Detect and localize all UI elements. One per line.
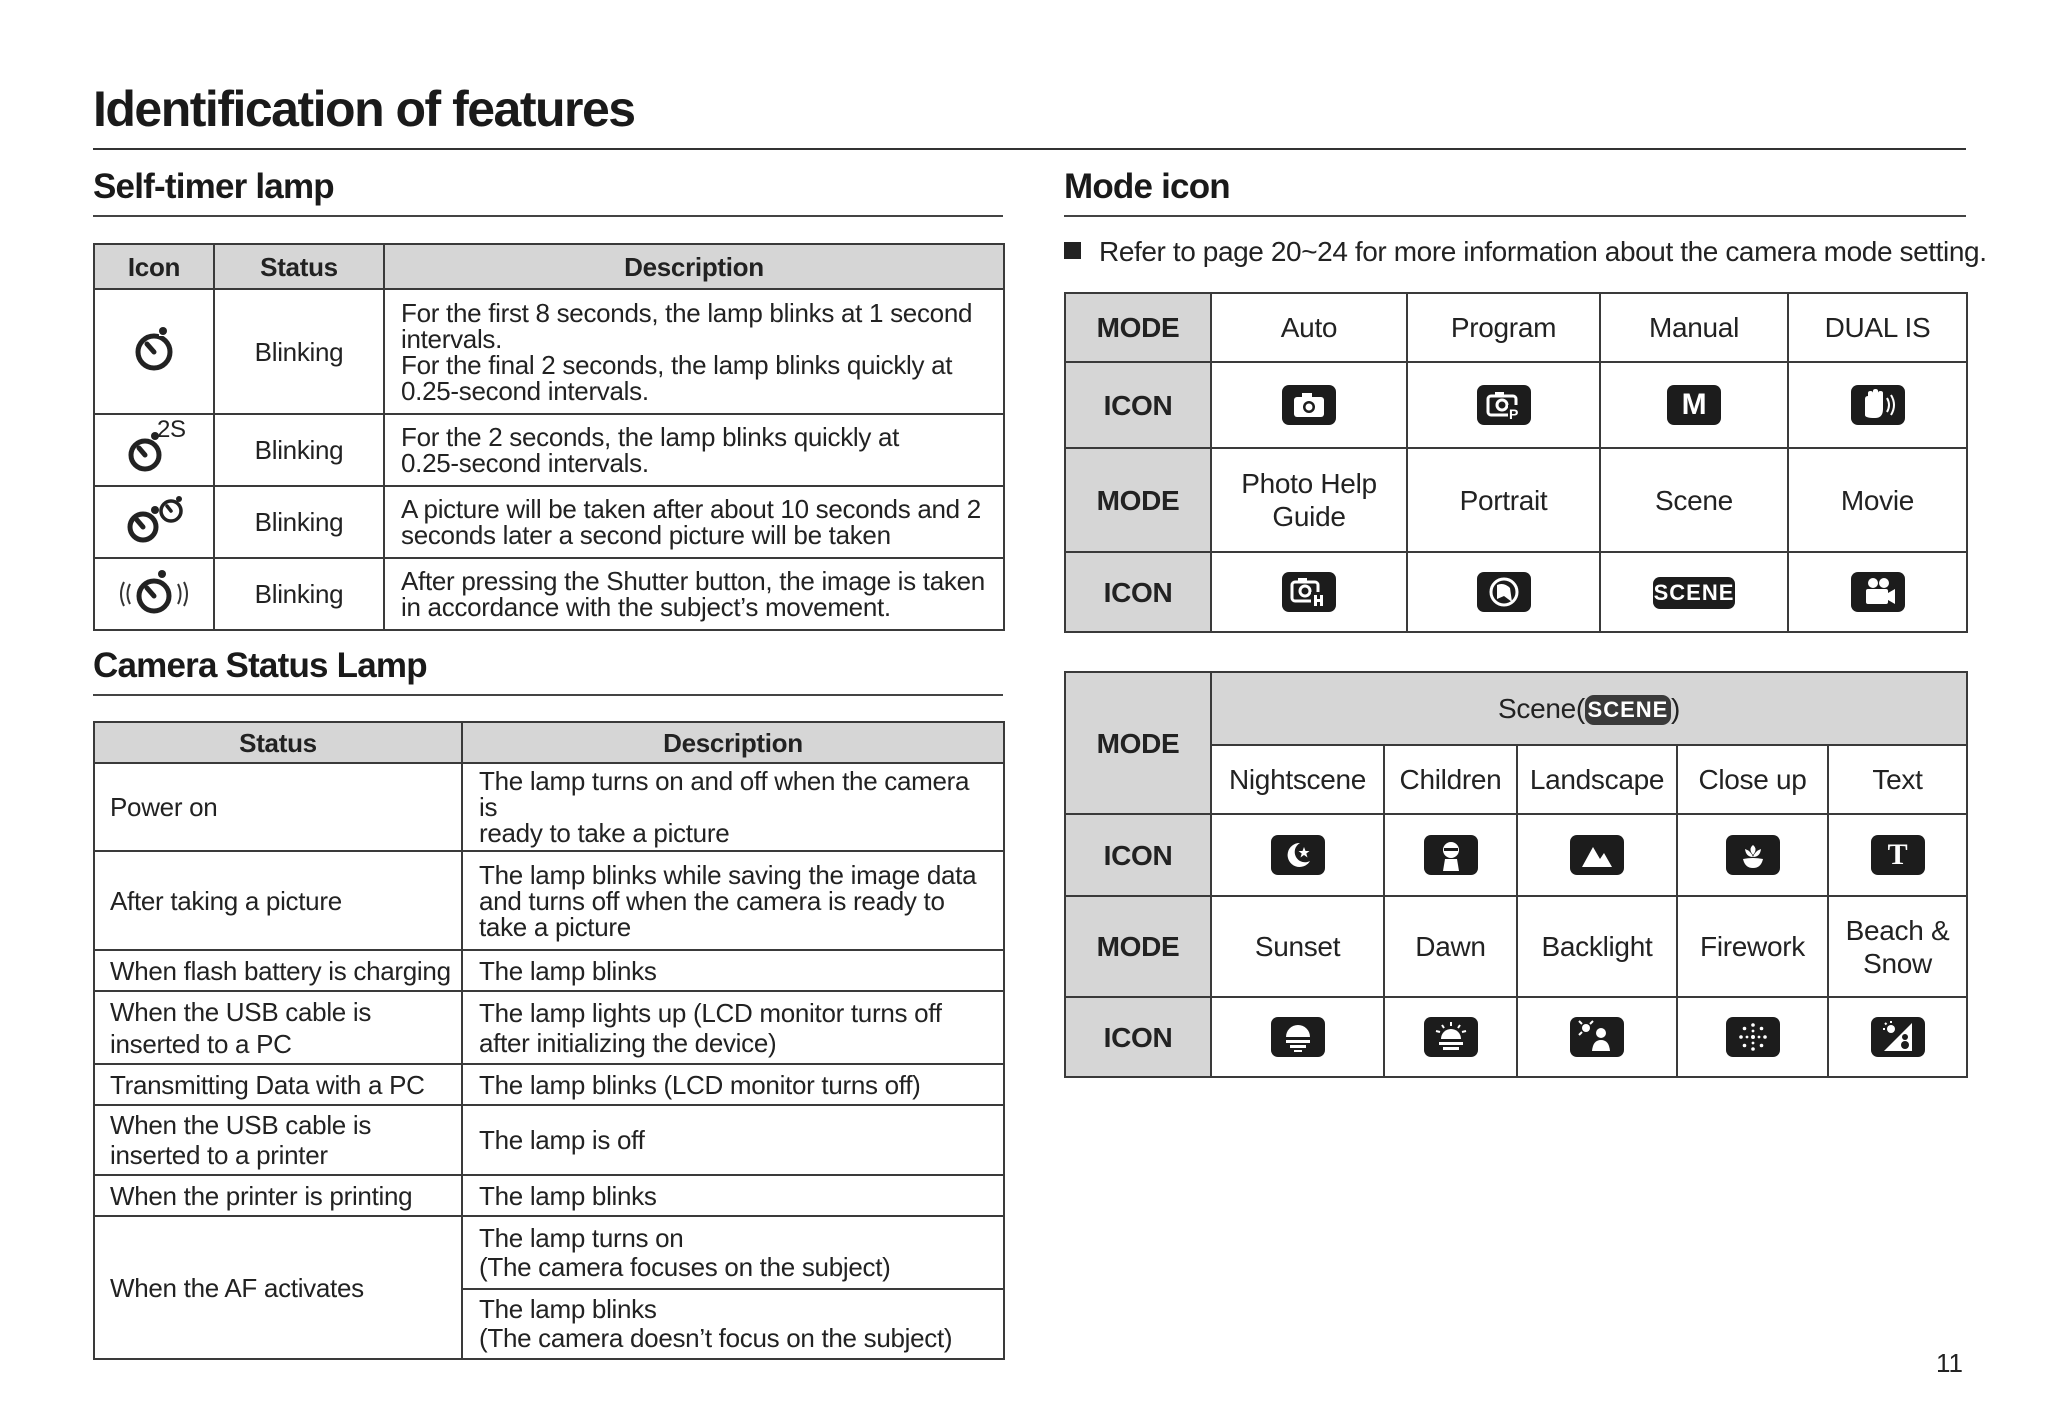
- mode-name: Text: [1828, 745, 1967, 814]
- icon-cell: [1517, 814, 1677, 896]
- description-line: 0.25-second intervals.: [401, 448, 649, 478]
- col-header-icon: Icon: [94, 244, 214, 289]
- description-line: The lamp blinks: [479, 955, 657, 986]
- mode-name: Program: [1407, 293, 1600, 362]
- self-timer-2s-label: 2S: [157, 416, 186, 443]
- title-rule: [93, 148, 1966, 150]
- mode-name: Children: [1384, 745, 1517, 814]
- mode-note-text: Refer to page 20~24 for more information about the camera mode setting.: [1099, 236, 1987, 267]
- description-cell: [462, 1064, 1004, 1105]
- page-number: 11: [1936, 1348, 1963, 1378]
- table-row: [94, 486, 1004, 558]
- table-row: [94, 558, 1004, 630]
- beach-snow-icon: [1871, 1017, 1925, 1057]
- status-line: After taking a picture: [110, 885, 342, 916]
- description-line: The lamp blinks: [479, 1294, 657, 1324]
- mode-name-line: Guide: [1272, 501, 1346, 532]
- icon-cell: [1828, 997, 1967, 1077]
- page-title: Identification of features: [93, 81, 635, 137]
- camera-icon: [1282, 385, 1336, 425]
- status-line: inserted to a printer: [110, 1140, 328, 1170]
- icon-row-label: ICON: [1065, 814, 1211, 896]
- icon-cell: [94, 558, 214, 630]
- motion-timer-icon: [114, 568, 194, 620]
- icon-cell: [94, 486, 214, 558]
- col-header-status: Status: [94, 722, 462, 763]
- table-row: [94, 1105, 1004, 1175]
- icon-cell: [1211, 997, 1384, 1077]
- photo-help-guide-icon: [1282, 572, 1336, 612]
- description-line: The lamp blinks: [479, 1180, 657, 1211]
- icon-cell: [94, 414, 214, 486]
- scene-icon: SCENE: [1653, 577, 1735, 609]
- movie-icon: [1851, 572, 1905, 612]
- self-timer-table: [93, 243, 1005, 631]
- description-line: ready to take a picture: [479, 818, 730, 848]
- icon-cell: [1788, 552, 1967, 632]
- program-icon: [1477, 385, 1531, 425]
- status-cell: [94, 1105, 462, 1175]
- status-line: When flash battery is charging: [110, 955, 451, 986]
- status-cell: [94, 851, 462, 950]
- close-up-icon: [1726, 835, 1780, 875]
- mode-name: Manual: [1600, 293, 1788, 362]
- status-cell: [94, 991, 462, 1064]
- status-cell: [94, 763, 462, 851]
- status-cell: Blinking: [214, 558, 384, 630]
- status-cell: [94, 1064, 462, 1105]
- icon-cell: [1384, 814, 1517, 896]
- icon-cell: [1677, 997, 1828, 1077]
- mode-name: Auto: [1211, 293, 1407, 362]
- icon-cell: [1384, 997, 1517, 1077]
- icon-cell: [1677, 814, 1828, 896]
- mode-name: DUAL IS: [1788, 293, 1967, 362]
- description-line: For the 2 seconds, the lamp blinks quickly at: [401, 422, 900, 452]
- col-header-status: Status: [214, 244, 384, 289]
- text-icon: T: [1871, 835, 1925, 875]
- mode-row-label: MODE: [1065, 448, 1211, 552]
- manual-icon: M: [1667, 385, 1721, 425]
- mode-name: Firework: [1677, 896, 1828, 997]
- mode-icon-heading: Mode icon: [1064, 167, 1230, 206]
- mode-name: Scene: [1600, 448, 1788, 552]
- dual-is-icon: [1851, 385, 1905, 425]
- table-row: [94, 991, 1004, 1064]
- table-row: [94, 950, 1004, 991]
- description-cell: [462, 851, 1004, 950]
- status-line: When the USB cable is: [110, 996, 372, 1027]
- table-row: [94, 289, 1004, 414]
- description-line: The lamp is off: [479, 1125, 645, 1155]
- icon-cell: [1211, 552, 1407, 632]
- icon-cell: [1517, 997, 1677, 1077]
- status-line: When the USB cable is: [110, 1110, 372, 1140]
- status-line: When the printer is printing: [110, 1180, 413, 1211]
- mode-name: Portrait: [1407, 448, 1600, 552]
- scene-icon: SCENE: [1585, 695, 1671, 725]
- dawn-icon: [1424, 1017, 1478, 1057]
- portrait-icon: [1477, 572, 1531, 612]
- mode-name: [1211, 448, 1407, 552]
- status-lamp-heading: Camera Status Lamp: [93, 646, 427, 685]
- description-line: take a picture: [479, 911, 631, 942]
- status-cell: [94, 1216, 462, 1359]
- icon-cell: [1788, 362, 1967, 448]
- description-line: in accordance with the subject’s movement.: [401, 592, 891, 622]
- mode-name: Landscape: [1517, 745, 1677, 814]
- description-cell: [384, 558, 1004, 630]
- icon-cell: [1407, 552, 1600, 632]
- description-line: 0.25-second intervals.: [401, 375, 649, 406]
- mode-name-line: Photo Help: [1241, 468, 1377, 499]
- table-row: [94, 851, 1004, 950]
- mode-name: Nightscene: [1211, 745, 1384, 814]
- mode-icon-rule: [1064, 215, 1966, 217]
- description-cell: [462, 991, 1004, 1064]
- firework-icon: [1726, 1017, 1780, 1057]
- scene-header: [1211, 672, 1967, 745]
- description-line: For the first 8 seconds, the lamp blinks at 1 second: [401, 297, 973, 328]
- mode-row-label: MODE: [1065, 293, 1211, 362]
- self-timer-10s-icon: [129, 326, 179, 378]
- status-cell: [94, 1175, 462, 1216]
- description-line: The lamp lights up (LCD monitor turns off: [479, 997, 942, 1028]
- icon-row-label: ICON: [1065, 552, 1211, 632]
- icon-cell: [1211, 362, 1407, 448]
- description-line: The lamp blinks (LCD monitor turns off): [479, 1069, 921, 1100]
- status-lamp-table: [93, 721, 1005, 1360]
- description-line: after initializing the device): [479, 1027, 777, 1058]
- sunset-icon: [1271, 1017, 1325, 1057]
- mode-table: [1064, 292, 1968, 633]
- table-row: [94, 414, 1004, 486]
- icon-cell: [1828, 814, 1967, 896]
- landscape-icon: [1570, 835, 1624, 875]
- mode-name: Movie: [1788, 448, 1967, 552]
- status-lamp-rule: [93, 694, 1003, 696]
- description-line: A picture will be taken after about 10 seconds and 2: [401, 494, 981, 524]
- description-cell: [462, 1216, 1004, 1289]
- mode-name-line: Snow: [1863, 947, 1932, 979]
- col-header-description: Description: [384, 244, 1004, 289]
- scene-header-prefix: Scene(: [1498, 692, 1585, 724]
- description-line: intervals.: [401, 323, 503, 354]
- description-cell: [384, 414, 1004, 486]
- description-line: The lamp blinks while saving the image data: [479, 859, 977, 890]
- mode-note: [1064, 236, 1987, 268]
- description-line: For the final 2 seconds, the lamp blinks quickly at: [401, 349, 953, 380]
- self-timer-heading: Self-timer lamp: [93, 167, 334, 206]
- status-cell: Blinking: [214, 486, 384, 558]
- icon-row-label: ICON: [1065, 362, 1211, 448]
- description-cell: [462, 1289, 1004, 1359]
- col-header-description: Description: [462, 722, 1004, 763]
- mode-name: Close up: [1677, 745, 1828, 814]
- children-icon: [1424, 835, 1478, 875]
- table-row: [94, 763, 1004, 851]
- icon-cell: [94, 289, 214, 414]
- svg-text:P: P: [1508, 406, 1518, 422]
- table-row: [94, 1175, 1004, 1216]
- table-row: [94, 1216, 1004, 1289]
- description-line: The lamp turns on: [479, 1222, 684, 1253]
- bullet-icon: [1064, 242, 1081, 259]
- status-line: When the AF activates: [110, 1272, 364, 1303]
- status-cell: Blinking: [214, 289, 384, 414]
- mode-name: Dawn: [1384, 896, 1517, 997]
- mode-row-label: MODE: [1065, 896, 1211, 997]
- backlight-icon: [1570, 1017, 1624, 1057]
- mode-name: [1828, 896, 1967, 997]
- status-line: inserted to a PC: [110, 1028, 292, 1059]
- description-line: After pressing the Shutter button, the image is taken: [401, 566, 985, 596]
- description-line: (The camera doesn’t focus on the subject): [479, 1323, 953, 1353]
- description-line: and turns off when the camera is ready to: [479, 885, 945, 916]
- description-cell: [384, 289, 1004, 414]
- description-cell: [462, 1175, 1004, 1216]
- status-line: Transmitting Data with a PC: [110, 1069, 425, 1100]
- description-cell: [462, 1105, 1004, 1175]
- icon-cell: [1211, 814, 1384, 896]
- description-line: (The camera focuses on the subject): [479, 1251, 891, 1282]
- mode-row-label: MODE: [1065, 672, 1211, 814]
- mode-name: Backlight: [1517, 896, 1677, 997]
- description-cell: [462, 950, 1004, 991]
- table-row: [94, 1064, 1004, 1105]
- nightscene-icon: [1271, 835, 1325, 875]
- self-timer-rule: [93, 215, 1003, 217]
- icon-cell: [1600, 362, 1788, 448]
- description-line: The lamp turns on and off when the camera is: [479, 766, 970, 822]
- status-cell: [94, 950, 462, 991]
- icon-cell: [1600, 552, 1788, 632]
- mode-name-line: Beach &: [1845, 914, 1950, 946]
- description-cell: [384, 486, 1004, 558]
- description-cell: [462, 763, 1004, 851]
- scene-table: [1064, 671, 1968, 1078]
- icon-cell: [1407, 362, 1600, 448]
- scene-header-suffix: ): [1670, 692, 1680, 724]
- double-self-timer-icon: [121, 495, 187, 549]
- status-cell: Blinking: [214, 414, 384, 486]
- status-line: Power on: [110, 792, 218, 822]
- description-line: seconds later a second picture will be taken: [401, 520, 891, 550]
- icon-row-label: ICON: [1065, 997, 1211, 1077]
- mode-name: Sunset: [1211, 896, 1384, 997]
